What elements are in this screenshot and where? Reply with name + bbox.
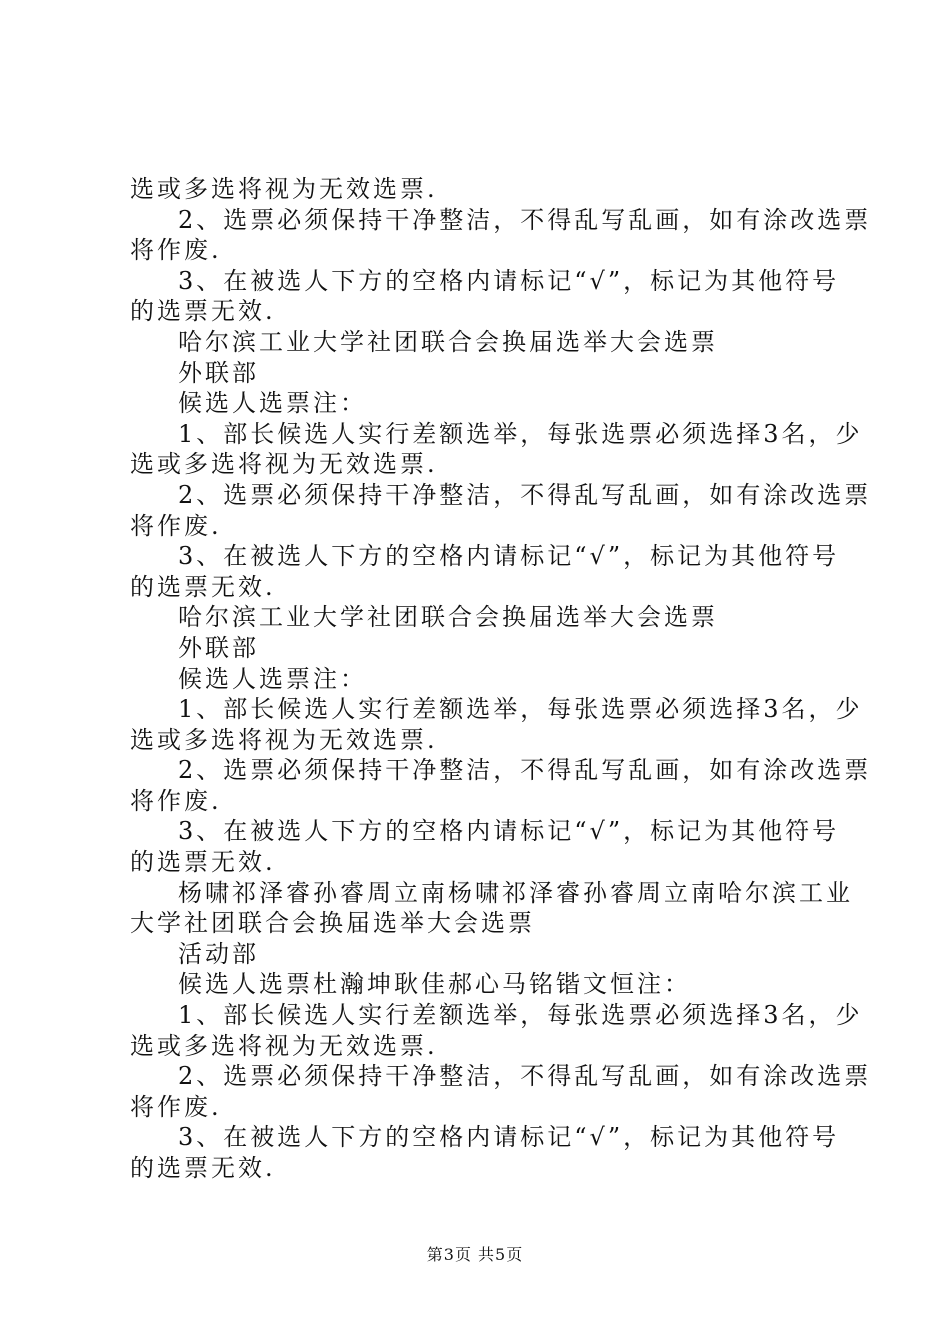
text-line: 1、部长候选人实行差额选举，每张选票必须选择3名，少 <box>178 695 863 724</box>
text-line: 的选票无效. <box>130 1154 276 1182</box>
text-line: 1、部长候选人实行差额选举，每张选票必须选择3名，少 <box>178 1001 863 1030</box>
text-line: 的选票无效. <box>130 572 276 601</box>
text-line: 将作废. <box>130 236 222 265</box>
ballot-title: 哈尔滨工业大学社团联合会换届选举大会选票 <box>178 603 718 632</box>
text-line: 2、选票必须保持干净整洁，不得乱写乱画，如有涂改选票 <box>178 205 872 234</box>
department-name: 外联部 <box>178 358 259 387</box>
text-line: 2、选票必须保持干净整洁，不得乱写乱画，如有涂改选票 <box>178 756 872 785</box>
text-line: 将作废. <box>130 1092 222 1121</box>
text-line: 将作废. <box>130 786 222 815</box>
text-line: 选或多选将视为无效选票. <box>130 175 438 203</box>
text-line: 3、在被选人下方的空格内请标记“√”，标记为其他符号 <box>178 266 840 295</box>
page-footer: 第3页 共5页 <box>426 1245 524 1264</box>
text-line: 选或多选将视为无效选票. <box>130 725 438 754</box>
ballot-title: 哈尔滨工业大学社团联合会换届选举大会选票 <box>178 327 718 356</box>
text-line: 2、选票必须保持干净整洁，不得乱写乱画，如有涂改选票 <box>178 480 872 509</box>
text-line: 1、部长候选人实行差额选举，每张选票必须选择3名，少 <box>178 419 863 448</box>
text-line: 选或多选将视为无效选票. <box>130 450 438 479</box>
text-line: 2、选票必须保持干净整洁，不得乱写乱画，如有涂改选票 <box>178 1062 872 1091</box>
text-line: 选或多选将视为无效选票. <box>130 1031 438 1060</box>
candidate-names-line: 杨啸祁泽睿孙睿周立南杨啸祁泽睿孙睿周立南哈尔滨工业 <box>178 878 853 907</box>
candidate-heading: 候选人选票注： <box>178 389 367 418</box>
candidate-heading: 候选人选票杜瀚坤耿佳郝心马铭锴文恒注： <box>178 970 691 999</box>
text-line: 的选票无效. <box>130 848 276 877</box>
text-line: 将作废. <box>130 511 222 540</box>
text-line: 3、在被选人下方的空格内请标记“√”，标记为其他符号 <box>178 817 840 846</box>
text-line: 3、在被选人下方的空格内请标记“√”，标记为其他符号 <box>178 1123 840 1152</box>
department-name: 外联部 <box>178 633 259 662</box>
document-body <box>130 174 872 1184</box>
ballot-title: 大学社团联合会换届选举大会选票 <box>130 909 535 938</box>
department-name: 活动部 <box>178 939 259 968</box>
text-line: 3、在被选人下方的空格内请标记“√”，标记为其他符号 <box>178 542 840 571</box>
candidate-heading: 候选人选票注： <box>178 664 367 693</box>
text-line: 的选票无效. <box>130 297 276 326</box>
